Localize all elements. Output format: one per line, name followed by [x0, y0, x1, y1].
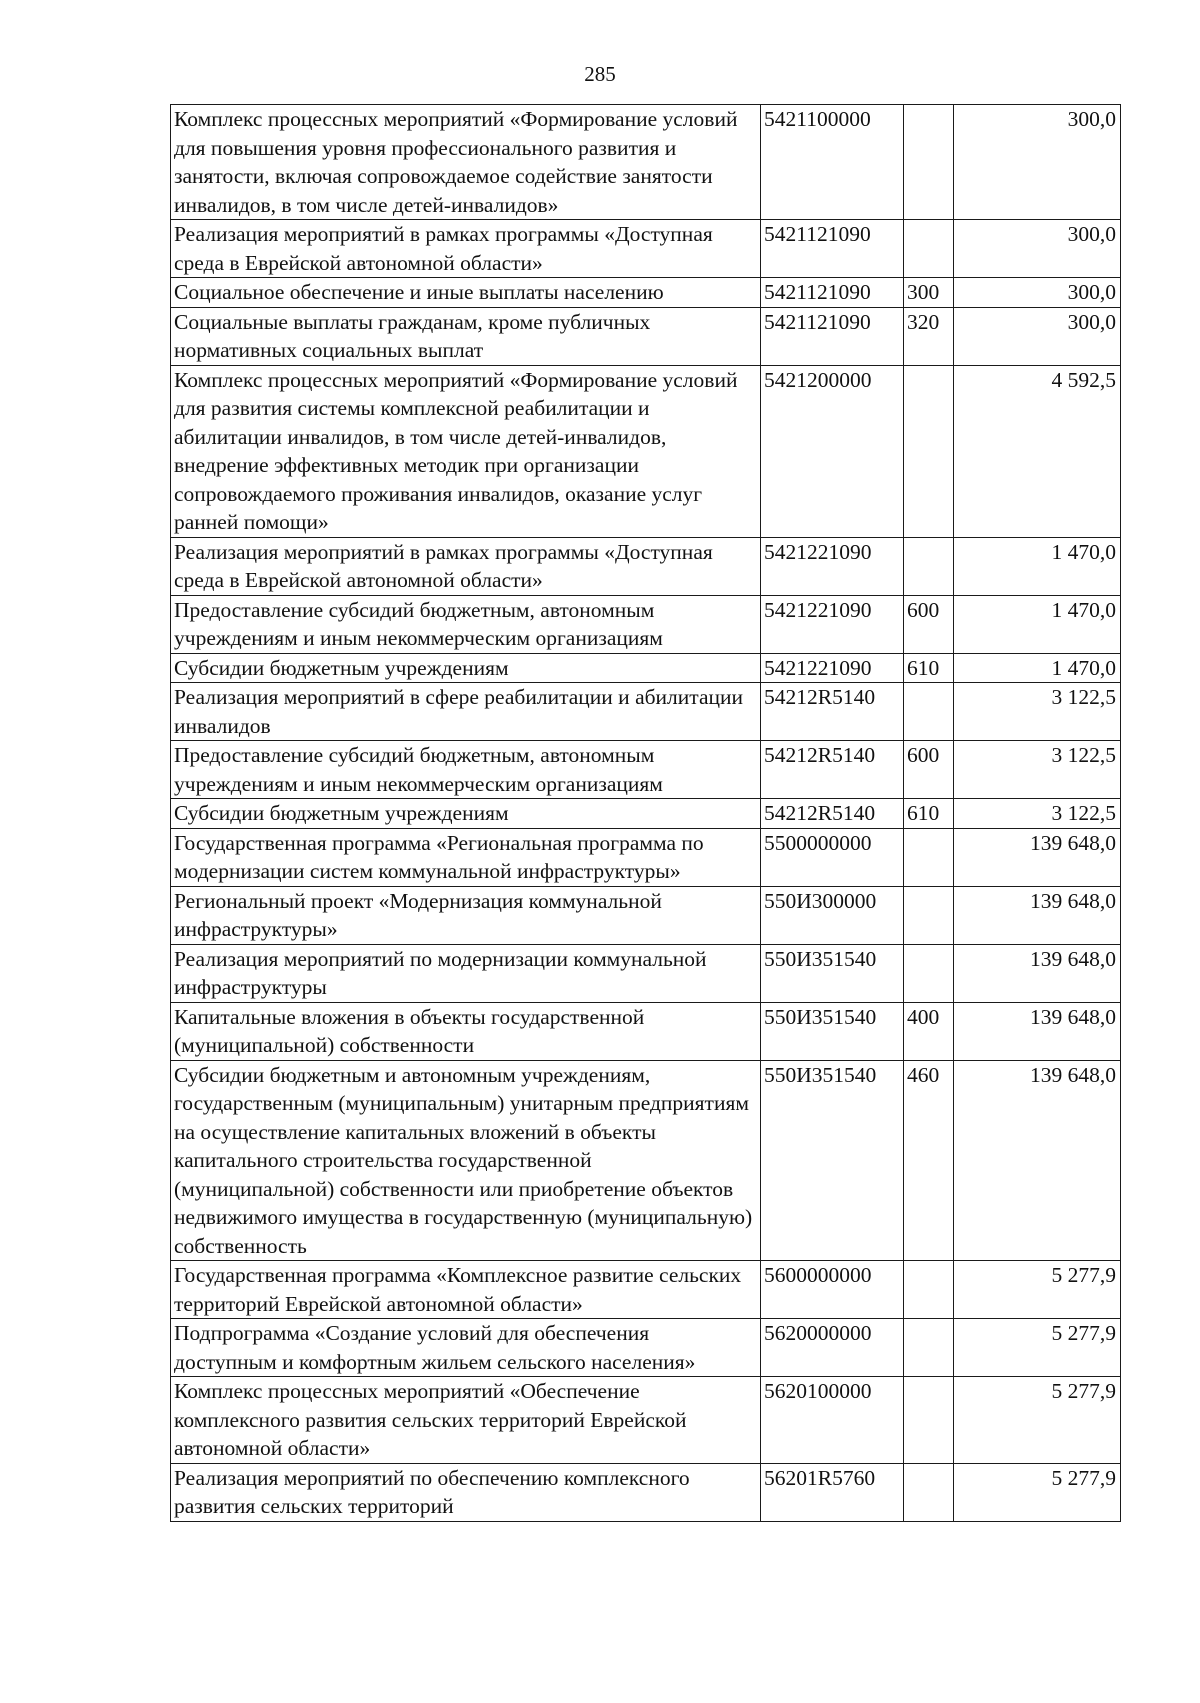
table-row [171, 1002, 1121, 1060]
expense-type-code: 600 [904, 595, 954, 653]
amount: 3 122,5 [954, 683, 1121, 741]
amount: 300,0 [954, 307, 1121, 365]
target-article-code: 5620100000 [761, 1377, 904, 1464]
item-name: Субсидии бюджетным учреждениям [171, 799, 761, 829]
expense-type-code [904, 105, 954, 220]
table-row [171, 365, 1121, 537]
target-article-code: 56201R5760 [761, 1463, 904, 1521]
target-article-code: 54212R5140 [761, 799, 904, 829]
target-article-code: 5421221090 [761, 653, 904, 683]
table-row [171, 1463, 1121, 1521]
item-name: Государственная программа «Региональная программа по модернизации систем коммунальной инфраструктуры» [171, 828, 761, 886]
amount: 5 277,9 [954, 1319, 1121, 1377]
target-article-code: 550И351540 [761, 1060, 904, 1261]
expense-type-code: 600 [904, 741, 954, 799]
target-article-code: 5600000000 [761, 1261, 904, 1319]
expense-type-code [904, 1377, 954, 1464]
amount: 139 648,0 [954, 828, 1121, 886]
amount: 5 277,9 [954, 1261, 1121, 1319]
table-row [171, 1060, 1121, 1261]
target-article-code: 5620000000 [761, 1319, 904, 1377]
expense-type-code: 460 [904, 1060, 954, 1261]
table-row [171, 1319, 1121, 1377]
expense-type-code [904, 828, 954, 886]
amount: 139 648,0 [954, 886, 1121, 944]
item-name: Капитальные вложения в объекты государственной (муниципальной) собственности [171, 1002, 761, 1060]
expense-type-code: 320 [904, 307, 954, 365]
amount: 1 470,0 [954, 653, 1121, 683]
amount: 139 648,0 [954, 1060, 1121, 1261]
table-row [171, 537, 1121, 595]
item-name: Комплекс процессных мероприятий «Формирование условий для развития системы комплексной реабилитации и абилитации инвалидов, в том числе детей-инвалидов, внедрение эффективных методик при организации сопровождаемого проживания инвалидов, оказание услуг ранней помощи» [171, 365, 761, 537]
amount: 3 122,5 [954, 799, 1121, 829]
expense-type-code [904, 537, 954, 595]
expense-type-code [904, 1319, 954, 1377]
target-article-code: 54212R5140 [761, 683, 904, 741]
item-name: Подпрограмма «Создание условий для обеспечения доступным и комфортным жильем сельского населения» [171, 1319, 761, 1377]
budget-table-body [171, 105, 1121, 1522]
amount: 4 592,5 [954, 365, 1121, 537]
table-row [171, 828, 1121, 886]
table-row [171, 595, 1121, 653]
page-number: 285 [584, 62, 616, 86]
expense-type-code [904, 886, 954, 944]
target-article-code: 5421121090 [761, 220, 904, 278]
expense-type-code [904, 944, 954, 1002]
item-name: Комплекс процессных мероприятий «Обеспечение комплексного развития сельских территорий Еврейской автономной области» [171, 1377, 761, 1464]
expense-type-code: 300 [904, 278, 954, 308]
table-row [171, 1377, 1121, 1464]
target-article-code: 5421221090 [761, 595, 904, 653]
expense-type-code [904, 220, 954, 278]
amount: 5 277,9 [954, 1377, 1121, 1464]
item-name: Субсидии бюджетным и автономным учреждениям, государственным (муниципальным) унитарным предприятиям на осуществление капитальных вложений в объекты капитального строительства государственной (муниципальной) собственности или приобретение объектов недвижимого имущества в государственную (муниципальную) собственность [171, 1060, 761, 1261]
expense-type-code [904, 365, 954, 537]
item-name: Реализация мероприятий в рамках программы «Доступная среда в Еврейской автономной области» [171, 220, 761, 278]
item-name: Субсидии бюджетным учреждениям [171, 653, 761, 683]
table-row [171, 220, 1121, 278]
item-name: Социальное обеспечение и иные выплаты населению [171, 278, 761, 308]
item-name: Региональный проект «Модернизация коммунальной инфраструктуры» [171, 886, 761, 944]
amount: 1 470,0 [954, 595, 1121, 653]
target-article-code: 5500000000 [761, 828, 904, 886]
amount: 300,0 [954, 220, 1121, 278]
target-article-code: 5421121090 [761, 307, 904, 365]
table-row [171, 886, 1121, 944]
target-article-code: 550И300000 [761, 886, 904, 944]
expense-type-code: 610 [904, 799, 954, 829]
table-row [171, 307, 1121, 365]
item-name: Предоставление субсидий бюджетным, автономным учреждениям и иным некоммерческим организациям [171, 595, 761, 653]
table-row [171, 1261, 1121, 1319]
target-article-code: 550И351540 [761, 944, 904, 1002]
target-article-code: 5421121090 [761, 278, 904, 308]
target-article-code: 5421100000 [761, 105, 904, 220]
item-name: Реализация мероприятий в сфере реабилитации и абилитации инвалидов [171, 683, 761, 741]
amount: 5 277,9 [954, 1463, 1121, 1521]
table-row [171, 741, 1121, 799]
item-name: Предоставление субсидий бюджетным, автономным учреждениям и иным некоммерческим организациям [171, 741, 761, 799]
budget-table [170, 104, 1121, 1522]
expense-type-code [904, 1463, 954, 1521]
expense-type-code [904, 1261, 954, 1319]
target-article-code: 550И351540 [761, 1002, 904, 1060]
item-name: Реализация мероприятий по обеспечению комплексного развития сельских территорий [171, 1463, 761, 1521]
target-article-code: 54212R5140 [761, 741, 904, 799]
item-name: Государственная программа «Комплексное развитие сельских территорий Еврейской автономной области» [171, 1261, 761, 1319]
target-article-code: 5421200000 [761, 365, 904, 537]
table-row [171, 683, 1121, 741]
amount: 139 648,0 [954, 1002, 1121, 1060]
table-row [171, 944, 1121, 1002]
item-name: Реализация мероприятий в рамках программы «Доступная среда в Еврейской автономной области» [171, 537, 761, 595]
expense-type-code [904, 683, 954, 741]
amount: 300,0 [954, 278, 1121, 308]
table-row [171, 799, 1121, 829]
amount: 139 648,0 [954, 944, 1121, 1002]
item-name: Комплекс процессных мероприятий «Формирование условий для повышения уровня профессионального развития и занятости, включая сопровождаемое содействие занятости инвалидов, в том числе детей-инвалидов» [171, 105, 761, 220]
table-row [171, 653, 1121, 683]
expense-type-code: 610 [904, 653, 954, 683]
item-name: Социальные выплаты гражданам, кроме публичных нормативных социальных выплат [171, 307, 761, 365]
table-row [171, 105, 1121, 220]
item-name: Реализация мероприятий по модернизации коммунальной инфраструктуры [171, 944, 761, 1002]
expense-type-code: 400 [904, 1002, 954, 1060]
target-article-code: 5421221090 [761, 537, 904, 595]
amount: 1 470,0 [954, 537, 1121, 595]
amount: 3 122,5 [954, 741, 1121, 799]
table-row [171, 278, 1121, 308]
amount: 300,0 [954, 105, 1121, 220]
